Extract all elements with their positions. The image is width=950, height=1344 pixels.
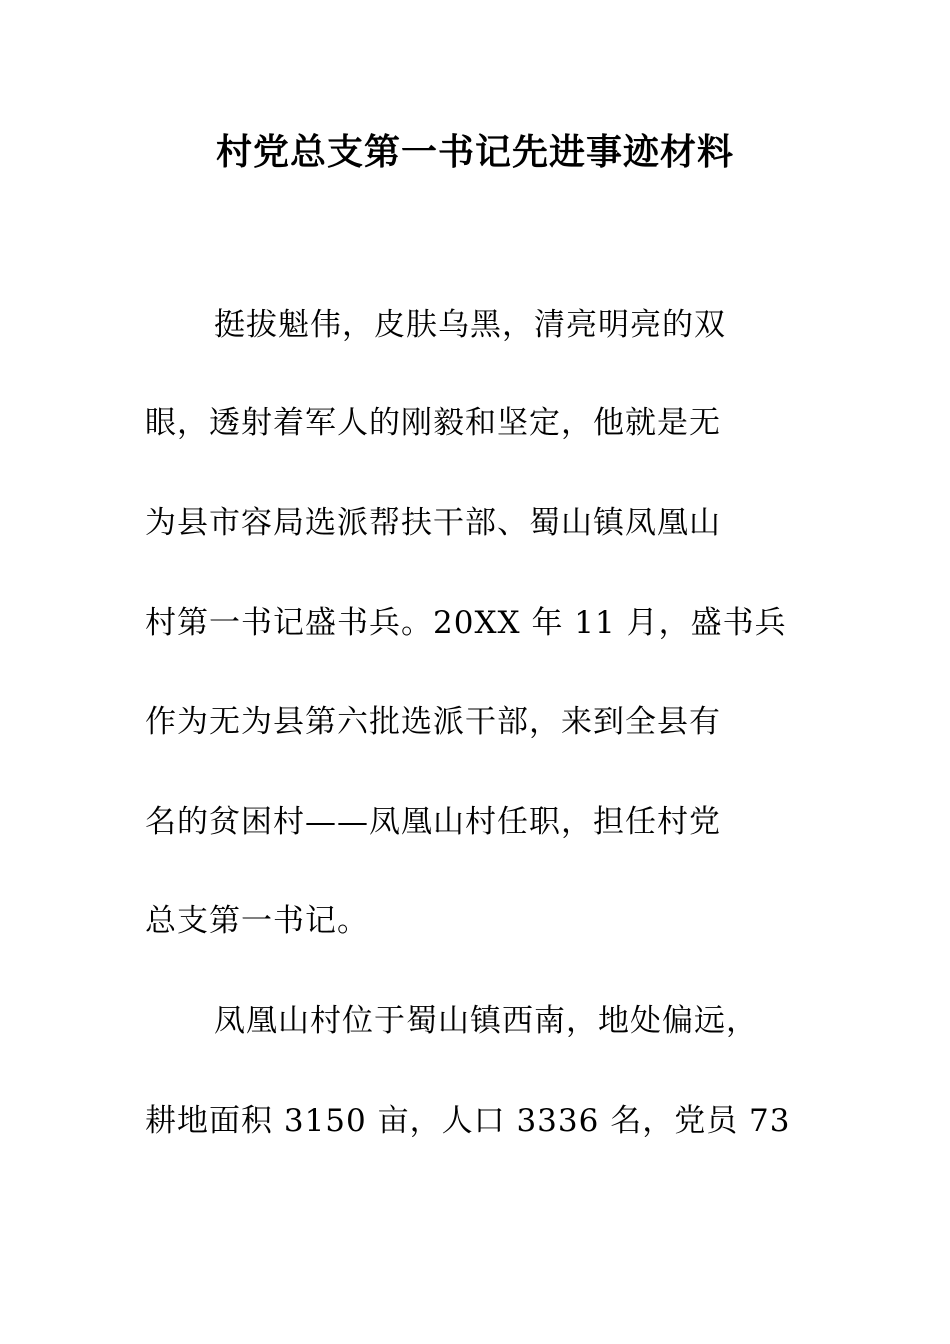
paragraph-line: 名的贫困村——凤凰山村任职，担任村党: [145, 804, 721, 840]
paragraph-line: 耕地面积 3150 亩，人口 3336 名，党员 73: [145, 1103, 791, 1139]
document-title: 村党总支第一书记先进事迹材料: [215, 132, 734, 173]
paragraph-line: 凤凰山村位于蜀山镇西南，地处偏远，: [214, 1003, 758, 1039]
paragraph-line: 村第一书记盛书兵。20XX 年 11 月，盛书兵: [145, 605, 787, 641]
paragraph-line: 眼，透射着军人的刚毅和坚定，他就是无: [145, 405, 721, 441]
paragraph-line: 总支第一书记。: [145, 903, 369, 939]
paragraph-line: 挺拔魁伟，皮肤乌黑，清亮明亮的双: [214, 307, 726, 343]
paragraph-line: 为县市容局选派帮扶干部、蜀山镇凤凰山: [145, 505, 721, 541]
paragraph-line: 作为无为县第六批选派干部，来到全县有: [145, 704, 721, 740]
